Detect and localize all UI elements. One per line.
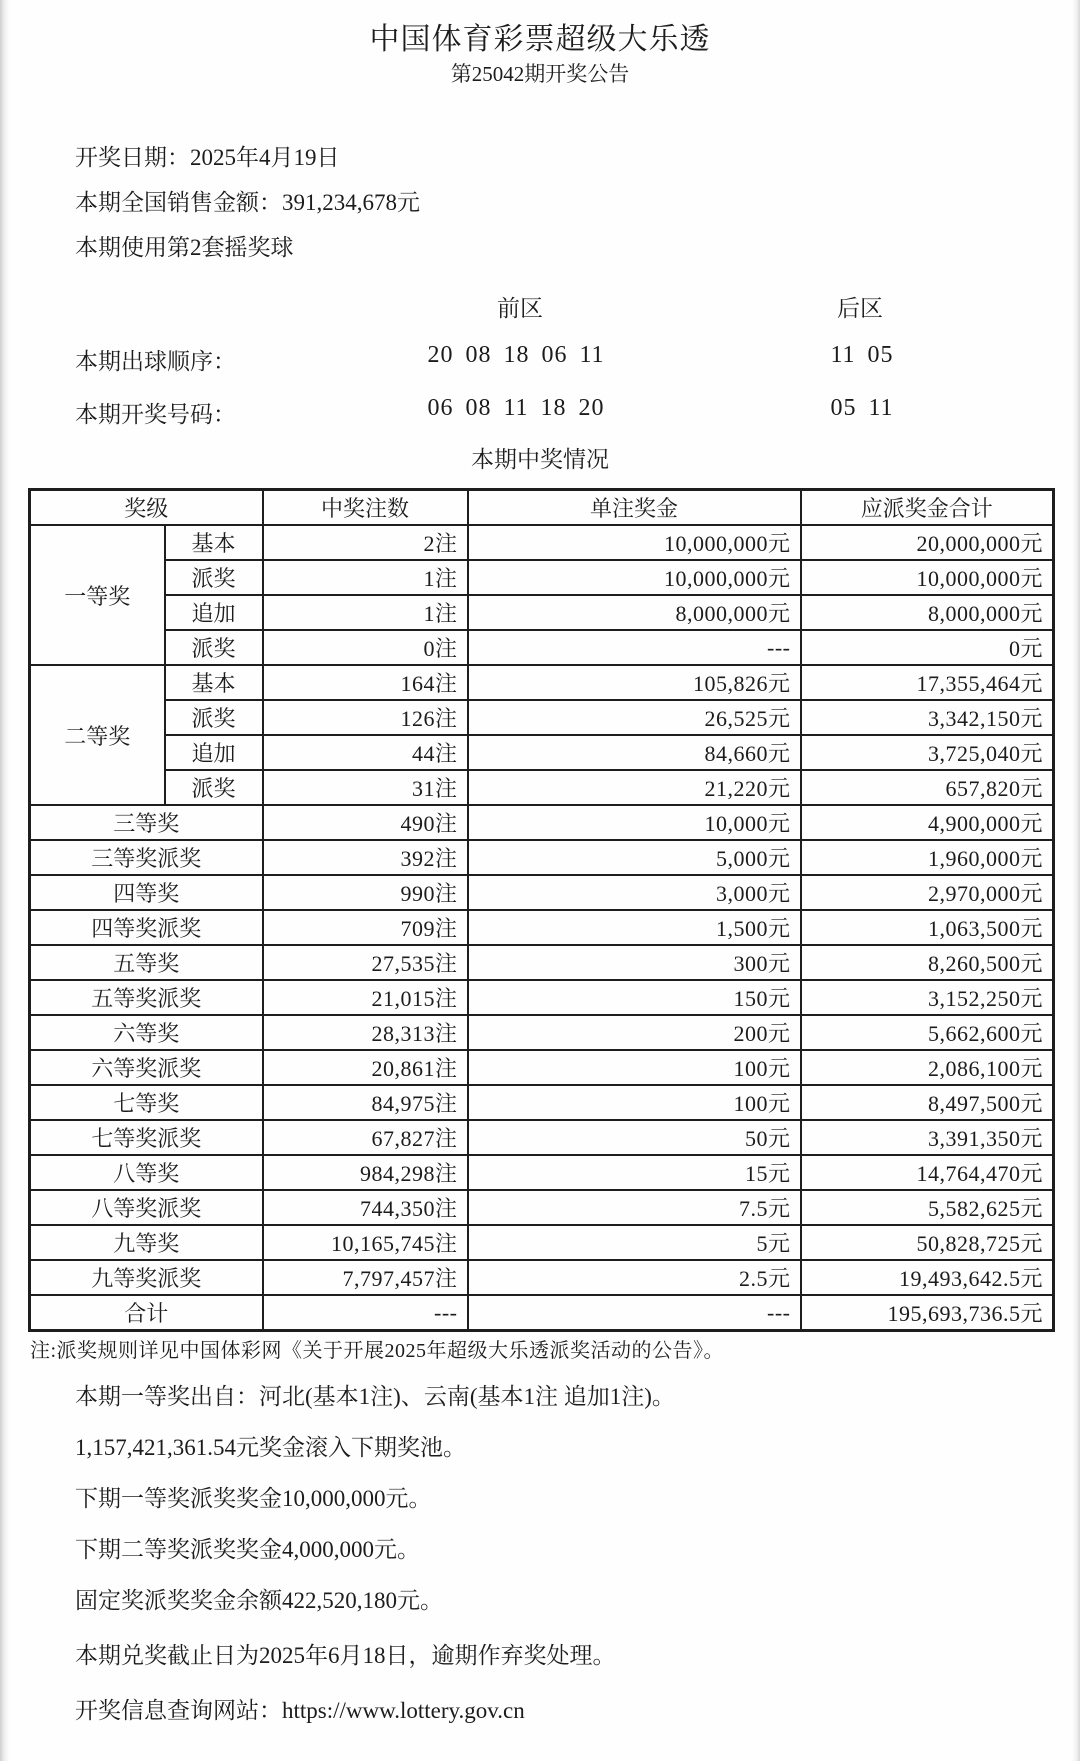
prize-level-cell: 六等奖 [30, 1015, 263, 1050]
footer-next-first-prize-bonus: 下期一等奖派奖奖金10,000,000元。 [75, 1486, 432, 1511]
winning-numbers-label: 本期开奖号码： [75, 402, 236, 427]
front-zone-label: 前区 [497, 296, 543, 321]
prize-table-body [30, 525, 1054, 1331]
single-prize-cell: 1,500元 [468, 910, 801, 945]
header-cell-total-payout: 应派奖金合计 [801, 490, 1054, 526]
single-prize-cell: 5元 [468, 1225, 801, 1260]
winning-bets-cell: 0注 [263, 630, 468, 665]
total-payout-cell: 657,820元 [801, 770, 1054, 805]
prize-level-cell: 五等奖 [30, 945, 263, 980]
winning-bets-cell: 44注 [263, 735, 468, 770]
single-prize-cell: 2.5元 [468, 1260, 801, 1295]
sales-amount-line: 本期全国销售金额：391,234,678元 [75, 190, 420, 215]
table-row [30, 525, 1054, 560]
prize-level-cell: 四等奖 [30, 875, 263, 910]
prize-level-cell: 七等奖派奖 [30, 1120, 263, 1155]
winning-bets-cell: 1注 [263, 595, 468, 630]
prize-level-cell: 三等奖派奖 [30, 840, 263, 875]
table-row [30, 1050, 1054, 1085]
total-payout-cell: 8,260,500元 [801, 945, 1054, 980]
winning-bets-cell: 709注 [263, 910, 468, 945]
page-right-edge [1072, 0, 1080, 1761]
total-payout-cell: 2,086,100元 [801, 1050, 1054, 1085]
winning-bets-cell: 21,015注 [263, 980, 468, 1015]
winning-back-numbers: 05 11 [830, 395, 894, 421]
single-prize-cell: 100元 [468, 1085, 801, 1120]
table-row [30, 805, 1054, 840]
table-row [30, 735, 1054, 770]
single-prize-cell: 10,000,000元 [468, 525, 801, 560]
single-prize-cell: 100元 [468, 1050, 801, 1085]
footer-claim-deadline: 本期兑奖截止日为2025年6月18日，逾期作弃奖处理。 [75, 1643, 616, 1668]
prize-level-cell: 六等奖派奖 [30, 1050, 263, 1085]
total-payout-cell: 5,582,625元 [801, 1190, 1054, 1225]
winning-bets-cell: 67,827注 [263, 1120, 468, 1155]
prize-subtype-cell: 派奖 [165, 630, 263, 665]
total-payout-cell: 8,497,500元 [801, 1085, 1054, 1120]
total-payout-cell: 1,960,000元 [801, 840, 1054, 875]
table-row [30, 945, 1054, 980]
table-row [30, 875, 1054, 910]
single-prize-cell: 10,000,000元 [468, 560, 801, 595]
ball-set-line: 本期使用第2套摇奖球 [75, 235, 294, 260]
table-row [30, 910, 1054, 945]
table-row [30, 700, 1054, 735]
prize-level-cell: 九等奖 [30, 1225, 263, 1260]
winning-bets-cell: 10,165,745注 [263, 1225, 468, 1260]
table-row [30, 1120, 1054, 1155]
prize-table-caption: 本期中奖情况 [471, 447, 609, 472]
prize-table-header-row [30, 490, 1054, 526]
prize-subtype-cell: 派奖 [165, 560, 263, 595]
table-row [30, 1295, 1054, 1331]
single-prize-cell: 50元 [468, 1120, 801, 1155]
table-row [30, 1225, 1054, 1260]
winning-bets-cell: 1注 [263, 560, 468, 595]
table-row [30, 595, 1054, 630]
single-prize-cell: 5,000元 [468, 840, 801, 875]
table-row [30, 770, 1054, 805]
single-prize-cell: 150元 [468, 980, 801, 1015]
total-payout-cell: 10,000,000元 [801, 560, 1054, 595]
footer-block [75, 1382, 1035, 1747]
total-payout-cell: 5,662,600元 [801, 1015, 1054, 1050]
total-payout-cell: 0元 [801, 630, 1054, 665]
prize-level-cell: 四等奖派奖 [30, 910, 263, 945]
page-left-edge [0, 0, 9, 1761]
table-row [30, 840, 1054, 875]
winning-bets-cell: 126注 [263, 700, 468, 735]
winning-bets-cell: 31注 [263, 770, 468, 805]
draw-date-line: 开奖日期：2025年4月19日 [75, 145, 340, 170]
table-row [30, 560, 1054, 595]
single-prize-cell: 84,660元 [468, 735, 801, 770]
total-payout-cell: 3,391,350元 [801, 1120, 1054, 1155]
total-payout-cell: 14,764,470元 [801, 1155, 1054, 1190]
single-prize-cell: --- [468, 1295, 801, 1331]
winning-bets-cell: 490注 [263, 805, 468, 840]
total-payout-cell: 3,152,250元 [801, 980, 1054, 1015]
single-prize-cell: 8,000,000元 [468, 595, 801, 630]
single-prize-cell: 26,525元 [468, 700, 801, 735]
footer-first-prize-origin: 本期一等奖出自：河北(基本1注)、云南(基本1注 追加1注)。 [75, 1384, 675, 1409]
winning-bets-cell: 7,797,457注 [263, 1260, 468, 1295]
table-row [30, 1085, 1054, 1120]
total-payout-cell: 2,970,000元 [801, 875, 1054, 910]
winning-bets-cell: 392注 [263, 840, 468, 875]
page-subtitle: 第25042期开奖公告 [450, 62, 630, 86]
total-payout-cell: 19,493,642.5元 [801, 1260, 1054, 1295]
footer-fixed-prize-balance: 固定奖派奖奖金余额422,520,180元。 [75, 1588, 443, 1613]
prize-subtype-cell: 派奖 [165, 700, 263, 735]
note-line: 注:派奖规则详见中国体彩网《关于开展2025年超级大乐透派奖活动的公告》。 [30, 1340, 725, 1362]
winning-bets-cell: 984,298注 [263, 1155, 468, 1190]
single-prize-cell: 105,826元 [468, 665, 801, 700]
prize-subtype-cell: 追加 [165, 735, 263, 770]
single-prize-cell: 300元 [468, 945, 801, 980]
prize-level-cell: 八等奖 [30, 1155, 263, 1190]
page-title: 中国体育彩票超级大乐透 [369, 23, 711, 56]
single-prize-cell: 15元 [468, 1155, 801, 1190]
prize-subtype-cell: 基本 [165, 525, 263, 560]
prize-subtype-cell: 派奖 [165, 770, 263, 805]
winning-bets-cell: 164注 [263, 665, 468, 700]
table-row [30, 1015, 1054, 1050]
header-cell-single-prize: 单注奖金 [468, 490, 801, 526]
total-payout-cell: 3,342,150元 [801, 700, 1054, 735]
total-payout-cell: 4,900,000元 [801, 805, 1054, 840]
footer-rollover-amount: 1,157,421,361.54元奖金滚入下期奖池。 [75, 1435, 466, 1460]
winning-bets-cell: 990注 [263, 875, 468, 910]
table-row [30, 630, 1054, 665]
winning-bets-cell: 27,535注 [263, 945, 468, 980]
winning-bets-cell: --- [263, 1295, 468, 1331]
winning-bets-cell: 84,975注 [263, 1085, 468, 1120]
total-payout-cell: 195,693,736.5元 [801, 1295, 1054, 1331]
total-payout-cell: 17,355,464元 [801, 665, 1054, 700]
winning-front-numbers: 06 08 11 18 20 [427, 395, 605, 421]
single-prize-cell: 200元 [468, 1015, 801, 1050]
draw-order-front-numbers: 20 08 18 06 11 [427, 342, 605, 368]
header-cell-prize-level: 奖级 [30, 490, 263, 526]
prize-level-cell: 合计 [30, 1295, 263, 1331]
total-payout-cell: 8,000,000元 [801, 595, 1054, 630]
total-payout-cell: 50,828,725元 [801, 1225, 1054, 1260]
prize-table [28, 488, 1055, 1332]
prize-subtype-cell: 追加 [165, 595, 263, 630]
draw-order-label: 本期出球顺序： [75, 349, 236, 374]
footer-query-website: 开奖信息查询网站：https://www.lottery.gov.cn [75, 1698, 525, 1723]
winning-bets-cell: 2注 [263, 525, 468, 560]
prize-level-cell: 九等奖派奖 [30, 1260, 263, 1295]
single-prize-cell: 3,000元 [468, 875, 801, 910]
prize-level-cell: 七等奖 [30, 1085, 263, 1120]
table-row [30, 1260, 1054, 1295]
prize-subtype-cell: 基本 [165, 665, 263, 700]
total-payout-cell: 1,063,500元 [801, 910, 1054, 945]
back-zone-label: 后区 [837, 296, 883, 321]
winning-bets-cell: 28,313注 [263, 1015, 468, 1050]
table-row [30, 1190, 1054, 1225]
prize-level-cell: 五等奖派奖 [30, 980, 263, 1015]
prize-level-cell: 八等奖派奖 [30, 1190, 263, 1225]
single-prize-cell: 7.5元 [468, 1190, 801, 1225]
table-row [30, 665, 1054, 700]
single-prize-cell: --- [468, 630, 801, 665]
draw-order-back-numbers: 11 05 [830, 342, 894, 368]
prize-group-cell: 一等奖 [30, 525, 165, 665]
header-cell-winning-bets: 中奖注数 [263, 490, 468, 526]
prize-level-cell: 三等奖 [30, 805, 263, 840]
table-row [30, 1155, 1054, 1190]
total-payout-cell: 3,725,040元 [801, 735, 1054, 770]
prize-group-cell: 二等奖 [30, 665, 165, 805]
table-row [30, 980, 1054, 1015]
total-payout-cell: 20,000,000元 [801, 525, 1054, 560]
single-prize-cell: 10,000元 [468, 805, 801, 840]
footer-next-second-prize-bonus: 下期二等奖派奖奖金4,000,000元。 [75, 1537, 420, 1562]
winning-bets-cell: 20,861注 [263, 1050, 468, 1085]
winning-bets-cell: 744,350注 [263, 1190, 468, 1225]
single-prize-cell: 21,220元 [468, 770, 801, 805]
